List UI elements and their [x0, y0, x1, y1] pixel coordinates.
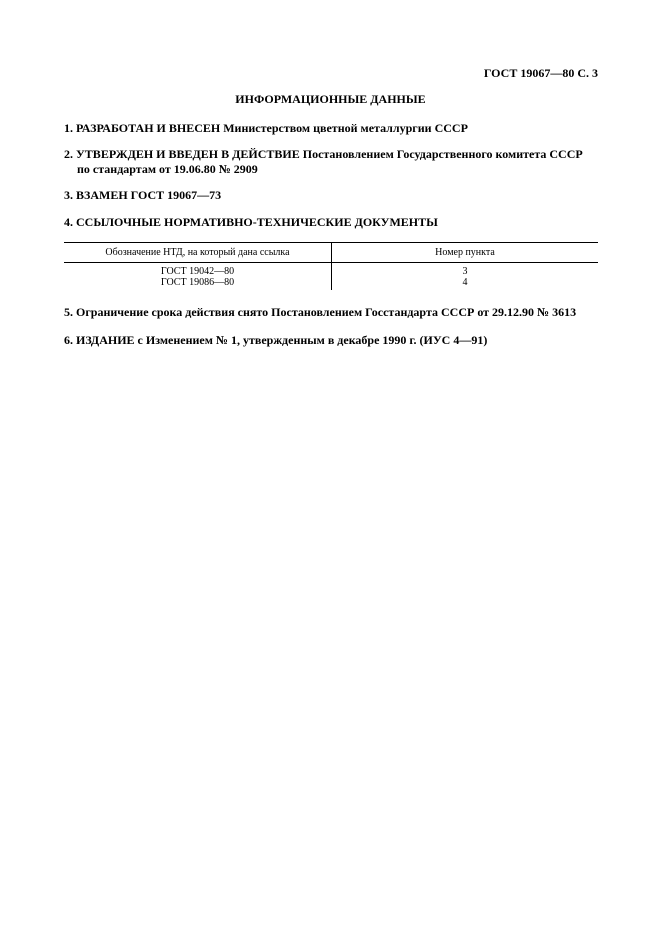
page-header: ГОСТ 19067—80 С. 3 — [483, 66, 598, 80]
table-cell-clause: 3 — [462, 266, 468, 277]
item-2-line-2: по стандартам от 19.06.80 № 2909 — [77, 162, 258, 176]
column-header-designation: Обозначение НТД, на который дана ссылка — [64, 243, 332, 263]
table-row — [64, 277, 598, 290]
table-row — [64, 263, 598, 278]
reference-table — [64, 242, 598, 290]
table-cell-designation: ГОСТ 19086—80 — [64, 277, 332, 290]
table-cell-clause: 4 — [462, 277, 468, 288]
column-header-clause: Номер пункта — [332, 243, 599, 263]
item-6: 6. ИЗДАНИЕ с Изменением № 1, утвержденным в декабре 1990 г. (ИУС 4—91) — [64, 333, 488, 347]
item-4: 4. ССЫЛОЧНЫЕ НОРМАТИВНО-ТЕХНИЧЕСКИЕ ДОКУМЕНТЫ — [64, 215, 438, 229]
item-2-line-1: 2. УТВЕРЖДЕН И ВВЕДЕН В ДЕЙСТВИЕ Постановлением Государственного комитета СССР — [64, 147, 583, 161]
item-1: 1. РАЗРАБОТАН И ВНЕСЕН Министерством цветной металлургии СССР — [64, 121, 468, 135]
section-title: ИНФОРМАЦИОННЫЕ ДАННЫЕ — [235, 92, 426, 106]
table-header-row — [64, 243, 598, 263]
item-3: 3. ВЗАМЕН ГОСТ 19067—73 — [64, 188, 222, 202]
table-cell-designation: ГОСТ 19042—80 — [64, 263, 332, 278]
item-5: 5. Ограничение срока действия снято Постановлением Госстандарта СССР от 29.12.90 № 3613 — [64, 305, 577, 319]
item-2 — [64, 147, 604, 177]
